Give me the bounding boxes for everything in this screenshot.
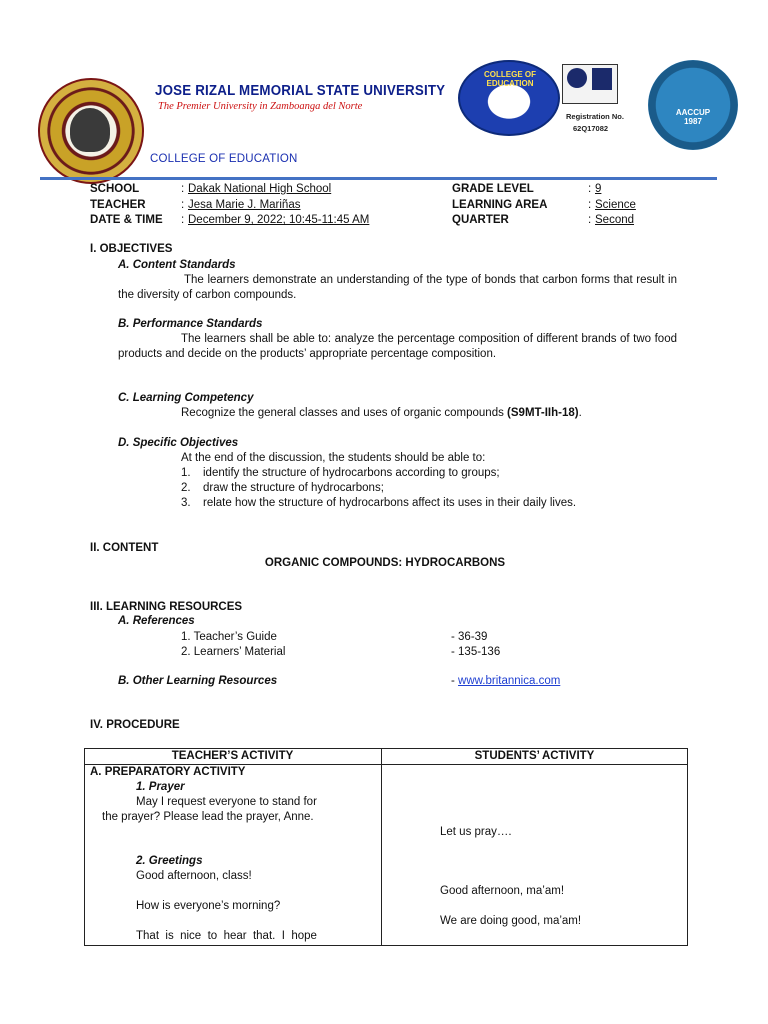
objective-text: draw the structure of hydrocarbons; [203,482,384,494]
aaccup-year: 1987 [684,117,702,126]
quarter-label: QUARTER [452,214,509,226]
aaccup-logo-text [668,108,718,126]
university-tagline: The Premier University in Zamboanga del Norte [158,101,363,112]
content-standards-text: The learners demonstrate an understanding of the type of bonds that carbon forms that result in the diversity of carbon compounds. [118,274,677,301]
globalgroup-icon [567,68,587,88]
objective-number: 3. [181,497,191,509]
ukas-crown-icon [592,68,612,90]
aaccup-name: AACCUP [675,108,711,117]
learning-competency-text [181,407,582,419]
preparatory-activity: A. PREPARATORY ACTIVITY [90,766,246,778]
aaccup-logo [648,60,738,150]
grade-label: GRADE LEVEL [452,183,534,195]
school-value: Dakak National High School [188,183,332,195]
table-header-divider [84,764,687,765]
teachers-activity-header: TEACHER’S ACTIVITY [171,750,294,762]
specific-objectives-intro: At the end of the discussion, the students should be able to: [181,452,486,464]
school-label: SCHOOL [90,183,140,195]
content-standards-title: A. Content Standards [118,259,236,271]
colon: : [588,183,592,195]
teacher-label: TEACHER [90,199,146,211]
objective-number: 2. [181,482,191,494]
coe-seal-text: COLLEGE OF EDUCATION [484,70,536,88]
competency-text: Recognize the general classes and uses of organic compounds [181,407,508,419]
references-title: A. References [118,615,195,627]
area-value: Science [595,199,636,211]
other-resources-dash: - [451,675,459,687]
colon: : [181,199,185,211]
objective-text: identify the structure of hydrocarbons according to groups; [203,467,500,479]
prayer-line-2: the prayer? Please lead the prayer, Anne. [102,811,314,823]
prayer-line-1: May I request everyone to stand for [136,796,317,808]
greeting-1-response: Good afternoon, ma’am! [440,885,565,897]
performance-standards-text: The learners shall be able to: analyze the percentage composition of different brands of two food products and decide on the products’ appropriate percentage composition. [118,333,677,360]
grade-value: 9 [595,183,602,195]
colon: : [181,183,185,195]
objective-text: relate how the structure of hydrocarbons affect its uses in their daily lives. [203,497,577,509]
area-label: LEARNING AREA [452,199,548,211]
greeting-3: That is nice to hear that. I hope [136,930,317,942]
prayer-title: 1. Prayer [136,781,185,793]
other-resources-title: B. Other Learning Resources [118,675,278,687]
registration-label: Registration No. [566,112,624,121]
competency-code: (S9MT-IIh-18) [507,407,579,419]
objective-number: 1. [181,467,191,479]
learning-competency-title: C. Learning Competency [118,392,254,404]
greeting-2: How is everyone’s morning? [136,900,281,912]
prayer-response: Let us pray…. [440,826,512,838]
reference-learners-material-pages: - 135-136 [451,646,501,658]
content-topic: ORGANIC COMPOUNDS: HYDROCARBONS [264,557,506,569]
rizal-portrait-icon [70,108,110,152]
table-column-divider [381,748,382,945]
other-resources-entry [451,675,560,687]
competency-end: . [578,407,582,419]
colon: : [588,199,592,211]
college-name: COLLEGE OF EDUCATION [150,153,298,165]
greeting-2-response: We are doing good, ma’am! [440,915,582,927]
date-label: DATE & TIME [90,214,163,226]
students-activity-header: STUDENTS’ ACTIVITY [474,750,595,762]
colon: : [588,214,592,226]
reference-teachers-guide: 1. Teacher’s Guide [181,631,277,643]
teacher-value: Jesa Marie J. Mariñas [188,199,301,211]
registration-number: 62Q17082 [573,124,609,133]
britannica-link[interactable]: www.britannica.com [458,675,561,687]
specific-objectives-title: D. Specific Objectives [118,437,239,449]
header-divider [40,177,717,180]
reference-teachers-guide-pages: - 36-39 [451,631,488,643]
greetings-title: 2. Greetings [136,855,203,867]
performance-standards-title: B. Performance Standards [118,318,263,330]
objectives-heading: I. OBJECTIVES [90,243,173,255]
content-heading: II. CONTENT [90,542,159,554]
date-value: December 9, 2022; 10:45-11:45 AM [188,214,370,226]
procedure-heading: IV. PROCEDURE [90,719,180,731]
greeting-1: Good afternoon, class! [136,870,252,882]
university-name: JOSE RIZAL MEMORIAL STATE UNIVERSITY [155,83,446,99]
reference-learners-material: 2. Learners’ Material [181,646,286,658]
colon: : [181,214,185,226]
resources-heading: III. LEARNING RESOURCES [90,601,243,613]
quarter-value: Second [595,214,635,226]
